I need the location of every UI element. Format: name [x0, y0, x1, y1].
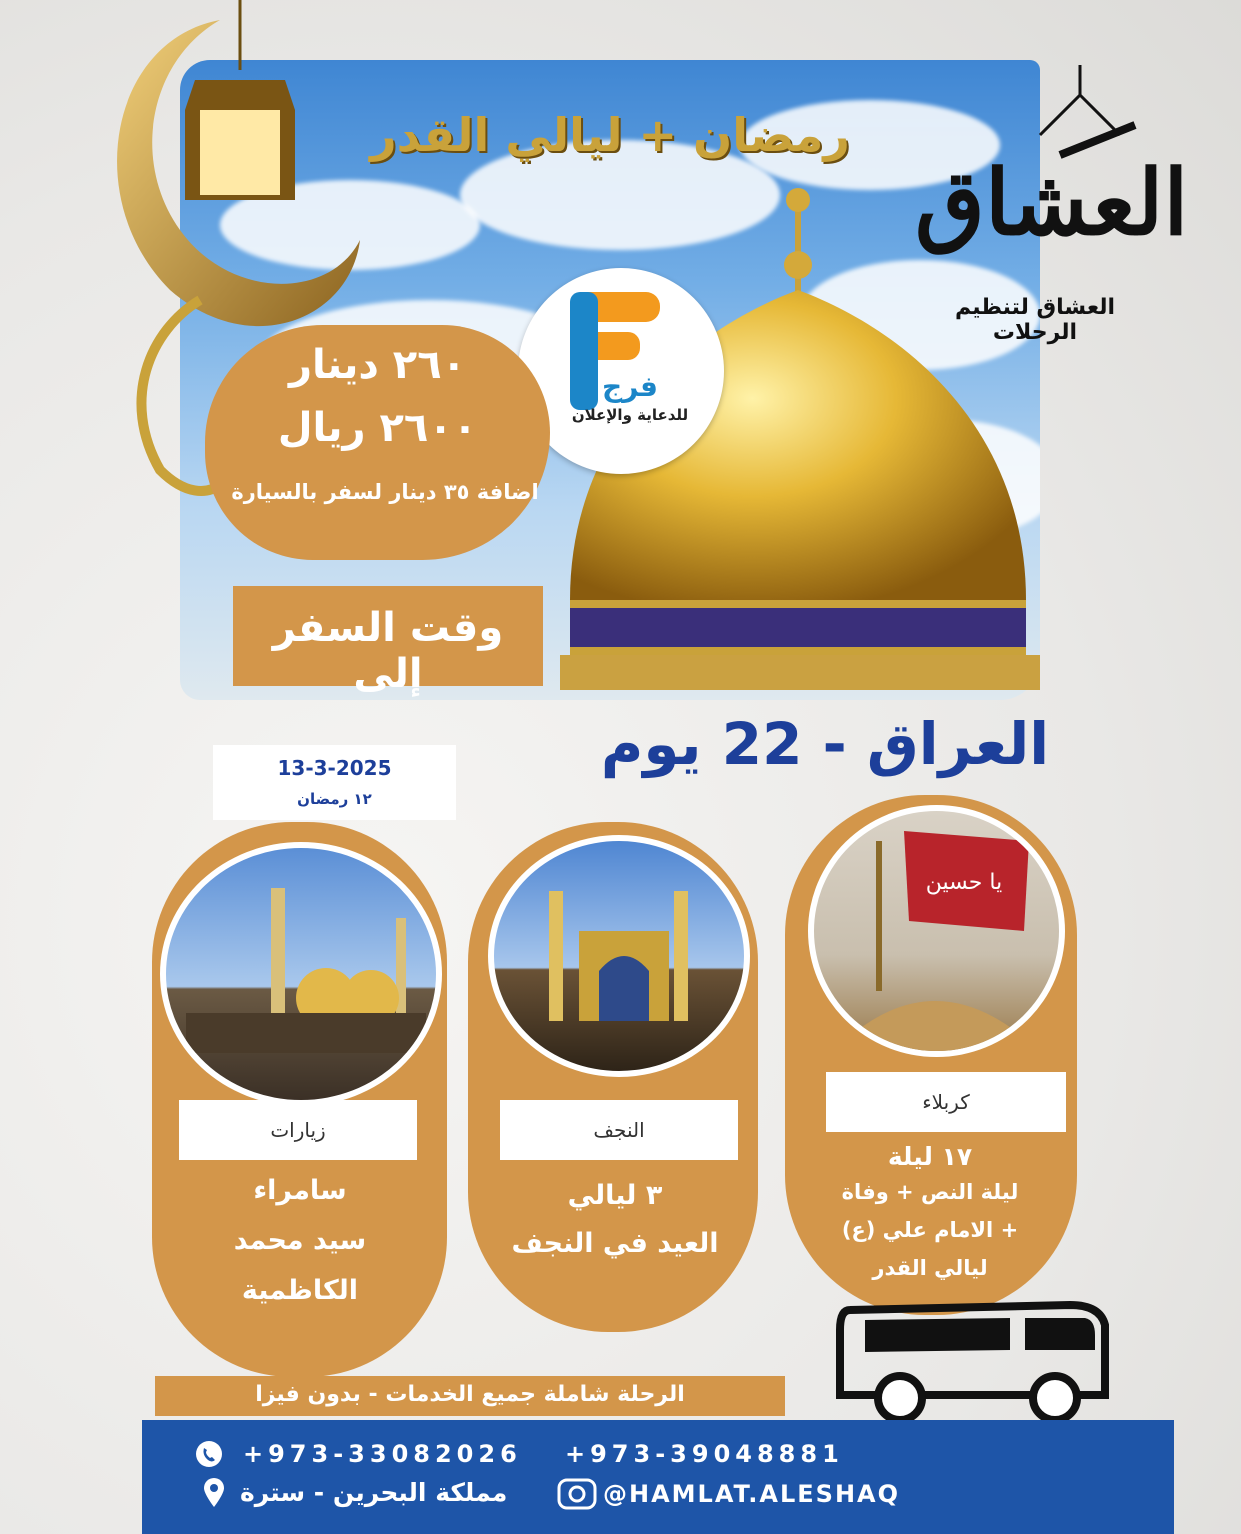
- departure-date: 13-3-2025: [277, 756, 392, 780]
- location-text: مملكة البحرين - سترة: [240, 1478, 508, 1507]
- card-najaf-line1: ٣ ليالي: [567, 1180, 663, 1211]
- card-najaf-line2: العيد في النجف: [511, 1228, 719, 1259]
- phone-1[interactable]: +973-33082026: [243, 1440, 522, 1468]
- card-karbala-line1: ١٧ ليلة: [887, 1142, 973, 1171]
- bus-icon: [830, 1290, 1120, 1435]
- card-karbala-line2: ليلة النص + وفاة: [841, 1180, 1019, 1204]
- instagram-camera-icon: [557, 1478, 597, 1510]
- instagram-handle[interactable]: @HAMLAT.ALESHAQ: [603, 1480, 900, 1508]
- brand-subtitle: العشاق لتنظيم الرحلات: [954, 295, 1116, 345]
- kadhimiya-shrine-image: [160, 842, 442, 1106]
- najaf-shrine-image: [488, 835, 750, 1077]
- departure-hijri: ١٢ رمضان: [297, 790, 372, 808]
- agency-name: فرج: [602, 370, 658, 403]
- karbala-flag-image: [808, 805, 1065, 1057]
- price-riyal: ٢٦٠٠ ريال: [277, 405, 478, 451]
- card-ziyarat-line3: الكاظمية: [241, 1275, 359, 1306]
- brand-name: العشاق: [915, 150, 1189, 256]
- phone-2[interactable]: +973-39048881: [565, 1440, 844, 1468]
- contact-footer: [142, 1420, 1174, 1534]
- card-ziyarat-line2: سيد محمد: [233, 1225, 367, 1256]
- travel-time-label: وقت السفر إلى: [272, 605, 504, 697]
- phone-icon: [196, 1441, 222, 1467]
- price-dinar: ٢٦٠ دينار: [288, 342, 467, 388]
- card-label-najaf: النجف: [500, 1100, 738, 1160]
- headline: رمضان + ليالي القدر: [370, 108, 850, 162]
- card-karbala-line4: ليالي القدر: [872, 1256, 988, 1280]
- card-ziyarat-line1: سامراء: [253, 1175, 347, 1206]
- card-label-karbala: كربلاء: [826, 1072, 1066, 1132]
- price-car-note: اضافة ٣٥ دينار لسفر بالسيارة: [231, 480, 539, 504]
- card-karbala-line3: الامام علي (ع) +: [841, 1218, 1019, 1242]
- trip-title: العراق - 22 يوم: [600, 710, 1050, 778]
- services-banner-text: الرحلة شاملة جميع الخدمات - بدون فيزا: [255, 1382, 685, 1407]
- flag-text: يا حسين: [925, 870, 1003, 895]
- location-pin-icon: [203, 1478, 225, 1508]
- card-label-ziyarat: زيارات: [179, 1100, 417, 1160]
- agency-subtitle: للدعاية والإعلان: [571, 406, 689, 424]
